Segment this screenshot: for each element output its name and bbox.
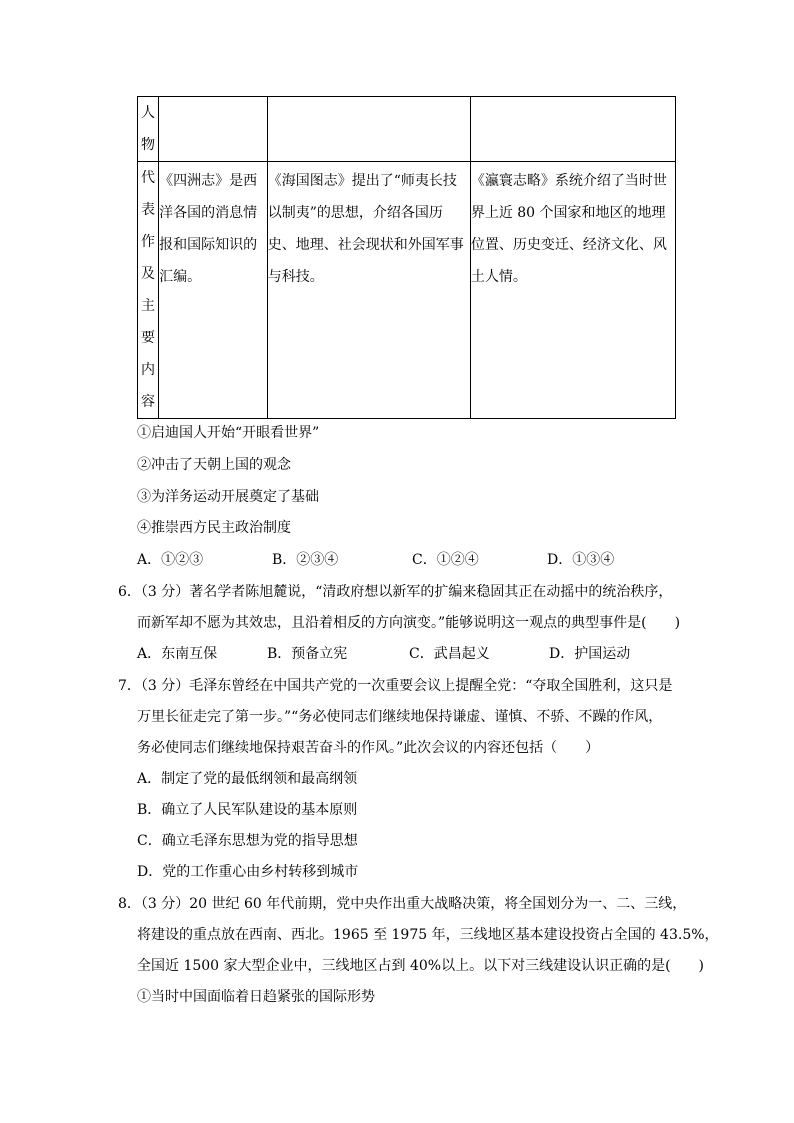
table-cell — [159, 162, 268, 419]
table-cell — [470, 97, 675, 162]
row-header-char: 内 — [141, 362, 156, 378]
row-header-char: 物 — [141, 137, 156, 153]
cell-text-haiguotuzhi: 《海国图志》提出了“师夷长技以制夷”的思想，介绍各国历史、地理、社会现状和外国军事与科技。 — [267, 173, 464, 285]
row-header-char: 代 — [141, 170, 156, 186]
q7-option-d[interactable]: D．党的工作重心由乡村转移到城市 — [137, 864, 359, 880]
row-header-works — [138, 162, 159, 419]
q8-statement: ①当时中国面临着日趋紧张的国际形势 — [137, 989, 375, 1005]
q7-stem: 万里长征走完了第一步。”“务必使同志们继续地保持谦虚、谨慎、不骄、不躁的作风， — [137, 709, 663, 725]
row-header-char: 表 — [141, 202, 156, 218]
q5-statement: ②冲击了天朝上国的观念 — [137, 457, 291, 473]
q8-stem: 全国近 1500 家大型企业中，三线地区占到 40%以上。以下对三线建设认识正确的是( ) — [137, 958, 705, 974]
row-header-char: 作 — [141, 234, 156, 250]
table-cell — [470, 162, 675, 419]
cell-text-yinghuanzhilue: 《瀛寰志略》系统介绍了当时世界上近 80 个国家和地区的地理位置、历史变迁、经济文化、风土人情。 — [470, 173, 667, 285]
q7-option-b[interactable]: B．确立了人民军队建设的基本原则 — [137, 802, 358, 818]
table-cell — [267, 97, 470, 162]
table-cell — [159, 97, 268, 162]
q6-option-b[interactable]: B．预备立宪 — [267, 646, 348, 662]
q6-stem: 而新军却不愿为其效忠，且沿着相反的方向演变。”能够说明这一观点的典型事件是( ) — [137, 615, 681, 631]
q6-option-d[interactable]: D．护国运动 — [549, 646, 631, 662]
q6-option-a[interactable]: A．东南互保 — [137, 646, 218, 662]
history-figures-table — [137, 96, 676, 419]
table-cell — [267, 162, 470, 419]
q7-option-c[interactable]: C．确立毛泽东思想为党的指导思想 — [137, 833, 358, 849]
q8-stem: 将建设的重点放在西南、西北。1965 至 1975 年，三线地区基本建设投资占全国的 43.5%， — [137, 927, 719, 943]
table-row — [138, 162, 676, 419]
q5-statement: ①启迪国人开始“开眼看世界” — [137, 425, 320, 441]
q5-statement: ④推崇西方民主政治制度 — [137, 520, 291, 536]
q7-stem: 7．（3 分）毛泽东曾经在中国共产党的一次重要会议上提醒全党：“夺取全国胜利，这只是 — [118, 678, 673, 694]
q7-option-a[interactable]: A．制定了党的最低纲领和最高纲领 — [137, 771, 358, 787]
row-header-figures — [138, 97, 159, 162]
row-header-char: 要 — [141, 330, 156, 346]
cell-text-sizhouzhi: 《四洲志》是西洋各国的消息情报和国际知识的汇编。 — [159, 173, 258, 285]
q5-option-d[interactable]: D．①③④ — [547, 552, 615, 568]
table-row — [138, 97, 676, 162]
q8-stem: 8．（3 分）20 世纪 60 年代前期，党中央作出重大战略决策，将全国划分为一、二、三线， — [118, 896, 687, 912]
q5-option-b[interactable]: B．②③④ — [272, 552, 339, 568]
q5-option-c[interactable]: C．①②④ — [412, 552, 479, 568]
q7-stem: 务必使同志们继续地保持艰苦奋斗的作风。”此次会议的内容还包括（ ） — [137, 740, 600, 756]
q5-option-a[interactable]: A．①②③ — [137, 552, 204, 568]
row-header-char: 及 — [141, 266, 156, 282]
q5-statement: ③为洋务运动开展奠定了基础 — [137, 489, 319, 505]
q6-option-c[interactable]: C．武昌起义 — [409, 646, 490, 662]
row-header-char: 主 — [141, 298, 156, 314]
row-header-char: 人 — [141, 105, 156, 121]
row-header-char: 容 — [141, 394, 156, 410]
q6-stem: 6．（3 分）著名学者陈旭麓说，“清政府想以新军的扩编来稳固其正在动摇中的统治秩序， — [118, 584, 673, 600]
